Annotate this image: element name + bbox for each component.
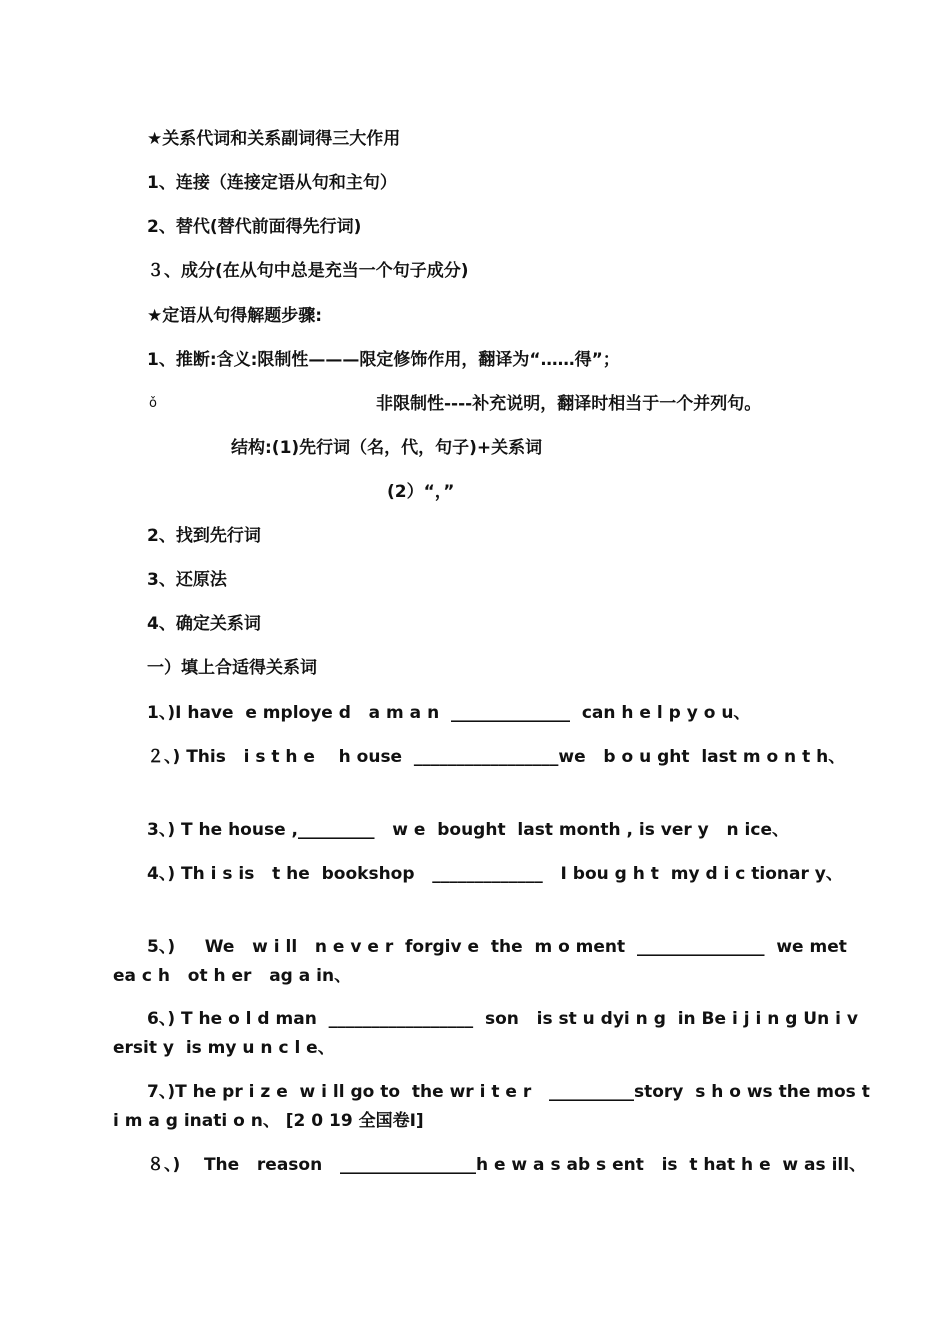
step-1-restrictive: 1、推断:含义:限制性———限定修饰作用，翻译为“……得”； bbox=[147, 350, 620, 370]
exercise-question-2: ２、) This i s t h e h ouse _________________we b o u ght last m o n t h、 bbox=[147, 747, 846, 767]
exercise-question-8: ８、) The reason ________________h e w a s ab s ent is t hat h e w as ill、 bbox=[147, 1155, 867, 1175]
exercise-question-7: 7、)T he pr i z e w i ll go to the wr i t e r __________story s h o ws the mos t i m a g inati o n、 [2 0 19 全国卷I] bbox=[113, 1082, 882, 1131]
exercise-question-6: 6、) T he o l d man _________________ son is st u dyi n g in Be i j i n g Un i v ersit y is my u n c l e、 bbox=[113, 1009, 864, 1058]
step-4: 4、确定关系词 bbox=[147, 614, 261, 634]
step-1-structure-2: (2）“，” bbox=[387, 482, 455, 502]
step-3: 3、还原法 bbox=[147, 570, 227, 590]
exercise-question-4: 4、) Th i s is t he bookshop _____________ I bou g h t my d i c tionar y、 bbox=[147, 864, 843, 884]
step-1-nonrestrictive: 非限制性----补充说明，翻译时相当于一个并列句。 bbox=[376, 394, 762, 414]
function-item-3: ３、成分(在从句中总是充当一个句子成分) bbox=[147, 261, 469, 281]
exercise-heading: 一）填上合适得关系词 bbox=[147, 658, 317, 678]
exercise-question-1: 1、)I have e mploye d a m a n ______________ can h e l p y o u、 bbox=[147, 703, 751, 723]
step-1-marker: ǒ bbox=[149, 396, 157, 411]
section-heading-solving-steps: ★定语从句得解题步骤: bbox=[147, 306, 323, 326]
exercise-question-5: 5、) We w i ll n e v e r forgiv e the m o ment _______________ we met ea c h ot h er ag a in、 bbox=[113, 937, 853, 986]
function-item-2: 2、替代(替代前面得先行词) bbox=[147, 217, 362, 237]
function-item-1: 1、连接（连接定语从句和主句） bbox=[147, 173, 397, 193]
exercise-question-3: 3、) T he house ,_________ w e bought last month , is ver y n ice、 bbox=[147, 820, 789, 840]
step-2: 2、找到先行词 bbox=[147, 526, 261, 546]
section-heading-relative-word-functions: ★关系代词和关系副词得三大作用 bbox=[147, 129, 401, 149]
step-1-structure: 结构:(1)先行词（名，代，句子)+关系词 bbox=[231, 438, 543, 458]
